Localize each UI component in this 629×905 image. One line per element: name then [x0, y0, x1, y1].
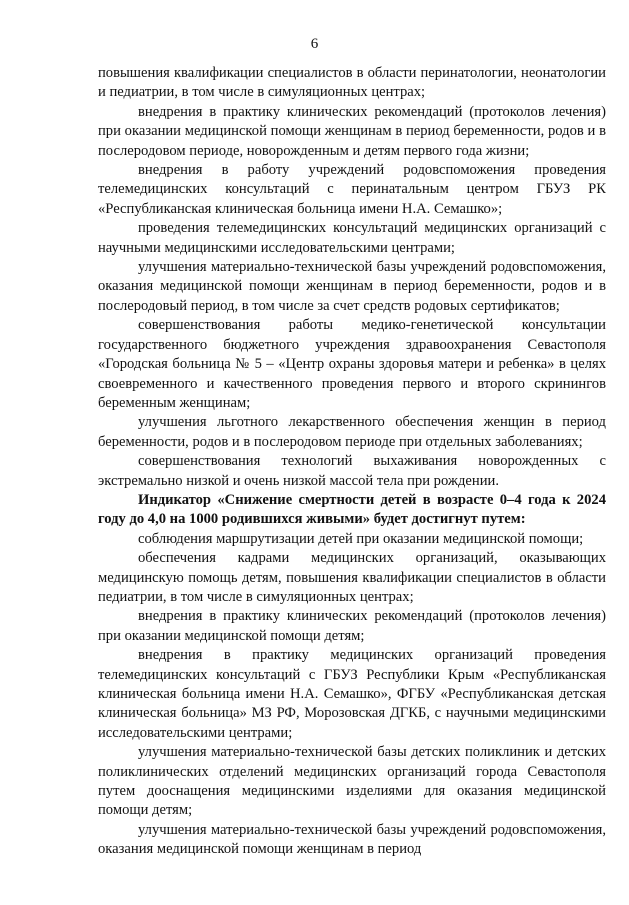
paragraph: проведения телемедицинских консультаций медицинских организаций с научными медицинскими исследовательскими центрами; — [98, 220, 606, 256]
paragraph: соблюдения маршрутизации детей при оказании медицинской помощи; — [138, 530, 584, 547]
paragraph: обеспечения кадрами медицинских организаций, оказывающих медицинскую помощь детям, повышения квалификации специалистов в области педиатрии, в том числе в симуляционных центрах; — [98, 550, 606, 605]
paragraph: внедрения в практику клинических рекомендаций (протоколов лечения) при оказании медицинской помощи женщинам в период беременности, родов и в послеродовом периоде, новорожденным и детям первого года жизни; — [98, 103, 606, 159]
paragraph: внедрения в практику клинических рекомендаций (протоколов лечения) при оказании медицинской помощи детям; — [98, 608, 606, 644]
indicator-heading: Индикатор «Снижение смертности детей в возрасте 0–4 года к 2024 году до 4,0 на 1000 родившихся живыми» будет достигнут путем: — [98, 491, 606, 528]
paragraph-continuation: повышения квалификации специалистов в области перинатологии, неонатологии и педиатрии, в том числе в симуляционных центрах; — [98, 65, 606, 101]
paragraph: внедрения в работу учреждений родовспоможения проведения телемедицинских консультаций с перинатальным центром ГБУЗ РК «Республиканская клиническая больница имени Н.А. Семашко»; — [98, 162, 606, 217]
paragraph: совершенствования технологий выхаживания новорожденных с экстремально низкой и очень низкой массой тела при рождении. — [98, 453, 606, 489]
paragraph: улучшения льготного лекарственного обеспечения женщин в период беременности, родов и в послеродовом периоде при отдельных заболеваниях; — [98, 414, 606, 450]
document-body — [98, 64, 606, 860]
paragraph: улучшения материально-технической базы детских поликлиник и детских поликлинических отделений медицинских организаций города Севастополя путем дооснащения медицинскими изделиями для оказания медицинской помощи детям; — [98, 744, 606, 819]
page-number: 6 — [310, 36, 319, 52]
paragraph: улучшения материально-технической базы учреждений родовспоможения, оказания медицинской помощи женщинам в период беременности, родов и в послеродовый период, в том числе за счет средств родовых сертификатов; — [98, 259, 606, 314]
paragraph: совершенствования работы медико-генетической консультации государственного бюджетного учреждения здравоохранения Севастополя «Городская больница № 5 – «Центр охраны здоровья матери и ребенка» в целях своевременного и качественного проведения первого и второго скринингов беременным женщинам; — [98, 317, 606, 411]
paragraph: улучшения материально-технической базы учреждений родовспоможения, оказания медицинской помощи женщинам в период — [98, 821, 606, 858]
paragraph: внедрения в практику медицинских организаций проведения телемедицинских консультаций с ГБУЗ Республики Крым «Республиканская клиническая больница имени Н.А. Семашко», ФГБУ «Республиканская детская клиническая больница» МЗ РФ, Морозовская ДГКБ, с научными медицинскими исследовательскими центрами; — [98, 647, 606, 741]
